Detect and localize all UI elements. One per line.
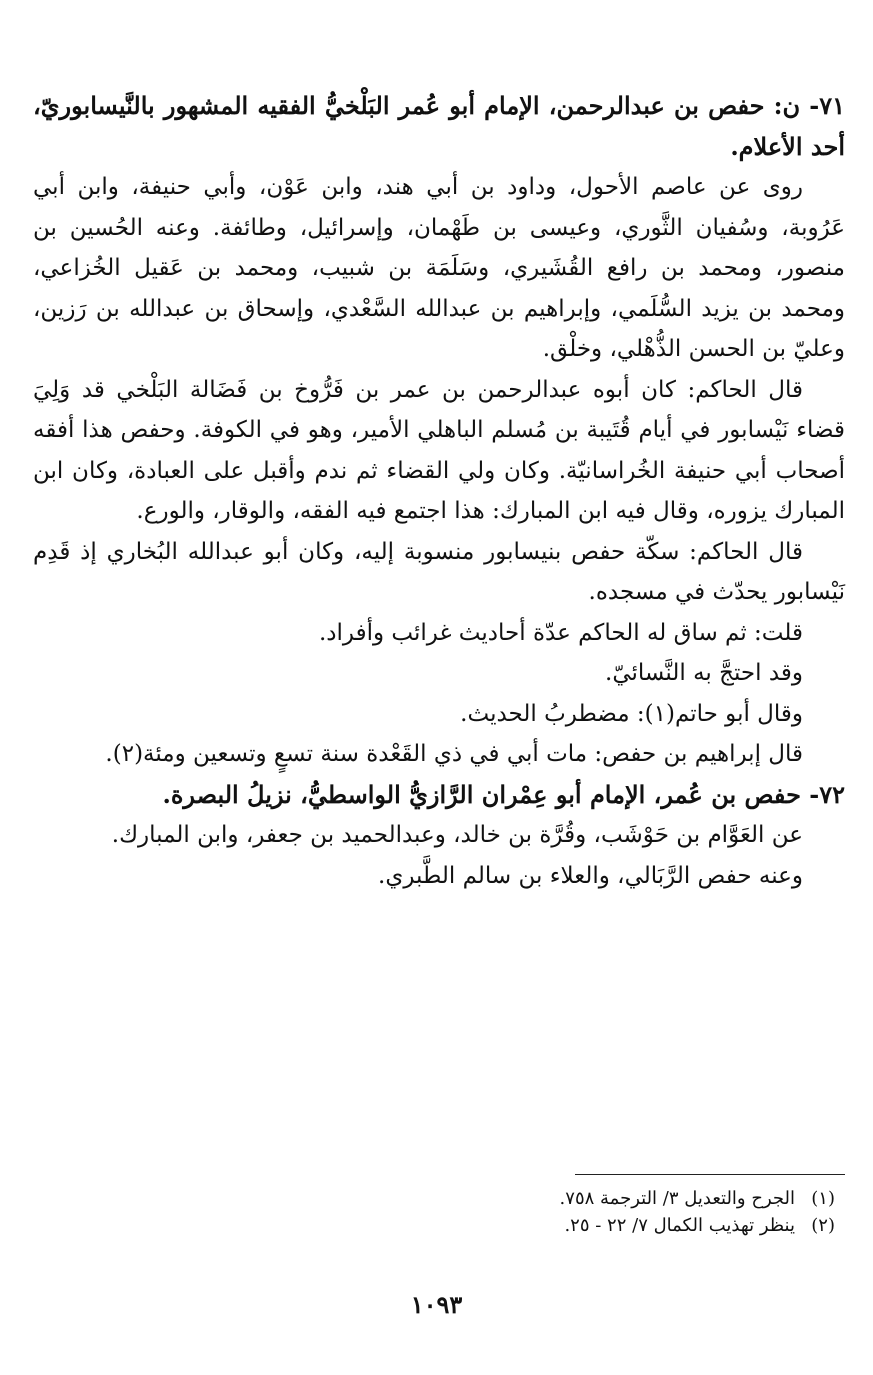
entry-72-narrators-to: وعنه حفص الرَّبَالي، والعلاء بن سالم الطَّبري. xyxy=(378,862,803,889)
entry-71-author-note: قلت: ثم ساق له الحاكم عدّة أحاديث غرائب وأفراد. xyxy=(318,619,803,646)
entry-72-narrators-from: عن العَوَّام بن حَوْشَب، وقُرَّة بن خالد، وعبدالحميد بن جعفر، وابن المبارك. xyxy=(111,822,803,848)
entry-71-death: قال إبراهيم بن حفص: مات أبي في ذي القَعْدة سنة تسعٍ وتسعين ومئة(٢). xyxy=(105,741,803,767)
footnote-number: (١) xyxy=(811,1188,835,1209)
entry-71-abu-hatim: وقال أبو حاتم(١): مضطربُ الحديث. xyxy=(460,700,803,727)
entry-71-narrators: روى عن عاصم الأحول، وداود بن أبي هند، وابن عَوْن، وأبي حنيفة، وابن أبي عَرُوبة، وسُفيان الثَّوري، وعيسى بن طَهْمان، وإسرائيل، وطائفة. وعنه الحُسين بن منصور، ومحمد بن رافع القُشَيري، وسَلَمَة بن شبيب، ومحمد بن عَقيل الخُزاعي، ومحمد بن يزيد السُّلَمي، وإبراهيم بن عبدالله السَّعْدي، وإسحاق بن عبدالله بن رَزين، وعليّ بن الحسن الذُّهْلي، وخلْق. xyxy=(33,174,845,362)
footnote xyxy=(33,1185,845,1212)
page-number: ١٠٩٣ xyxy=(410,1290,463,1319)
footnote-text: الجرح والتعديل ٣/ الترجمة ٧٥٨. xyxy=(559,1188,795,1209)
entry-71-hakim-sikka: قال الحاكم: سكّة حفص بنيسابور منسوبة إليه، وكان أبو عبدالله البُخاري إذ قَدِم نَيْسابور يحدّث في مسجده. xyxy=(33,538,845,605)
footnote-divider xyxy=(575,1174,845,1175)
footnote xyxy=(33,1212,845,1239)
footnote-text: ينظر تهذيب الكمال ٧/ ٢٢ - ٢٥. xyxy=(564,1215,795,1236)
footnote-number: (٢) xyxy=(811,1215,835,1236)
entry-71-hakim-biography: قال الحاكم: كان أبوه عبدالرحمن بن عمر بن فَرُّوخ بن فَضَالة البَلْخي قد وَلِيَ قضاء نَيْسابور في أيام قُتَيبة بن مُسلم الباهلي الأمير، وهو في الكوفة. وحفص هذا أفقه أصحاب أبي حنيفة الخُراسانيّة. وكان ولي القضاء ثم ندم وأقبل على العبادة، وكان ابن المبارك يزوره، وقال فيه ابن المبارك: هذا اجتمع فيه الفقه، والوقار، والورع. xyxy=(33,376,845,524)
footnotes xyxy=(33,1174,845,1239)
entry-72-heading: ٧٢- حفص بن عُمر، الإمام أبو عِمْران الرَّازيُّ الواسطيُّ، نزيلُ البصرة. xyxy=(162,779,845,809)
entry-71-heading: ٧١- ن: حفص بن عبدالرحمن، الإمام أبو عُمر البَلْخيُّ الفقيه المشهور بالنَّيسابوريّ، أحد الأعلام. xyxy=(33,91,845,161)
page-body xyxy=(33,86,845,896)
entry-71-nasai: وقد احتجَّ به النَّسائيّ. xyxy=(605,660,803,686)
